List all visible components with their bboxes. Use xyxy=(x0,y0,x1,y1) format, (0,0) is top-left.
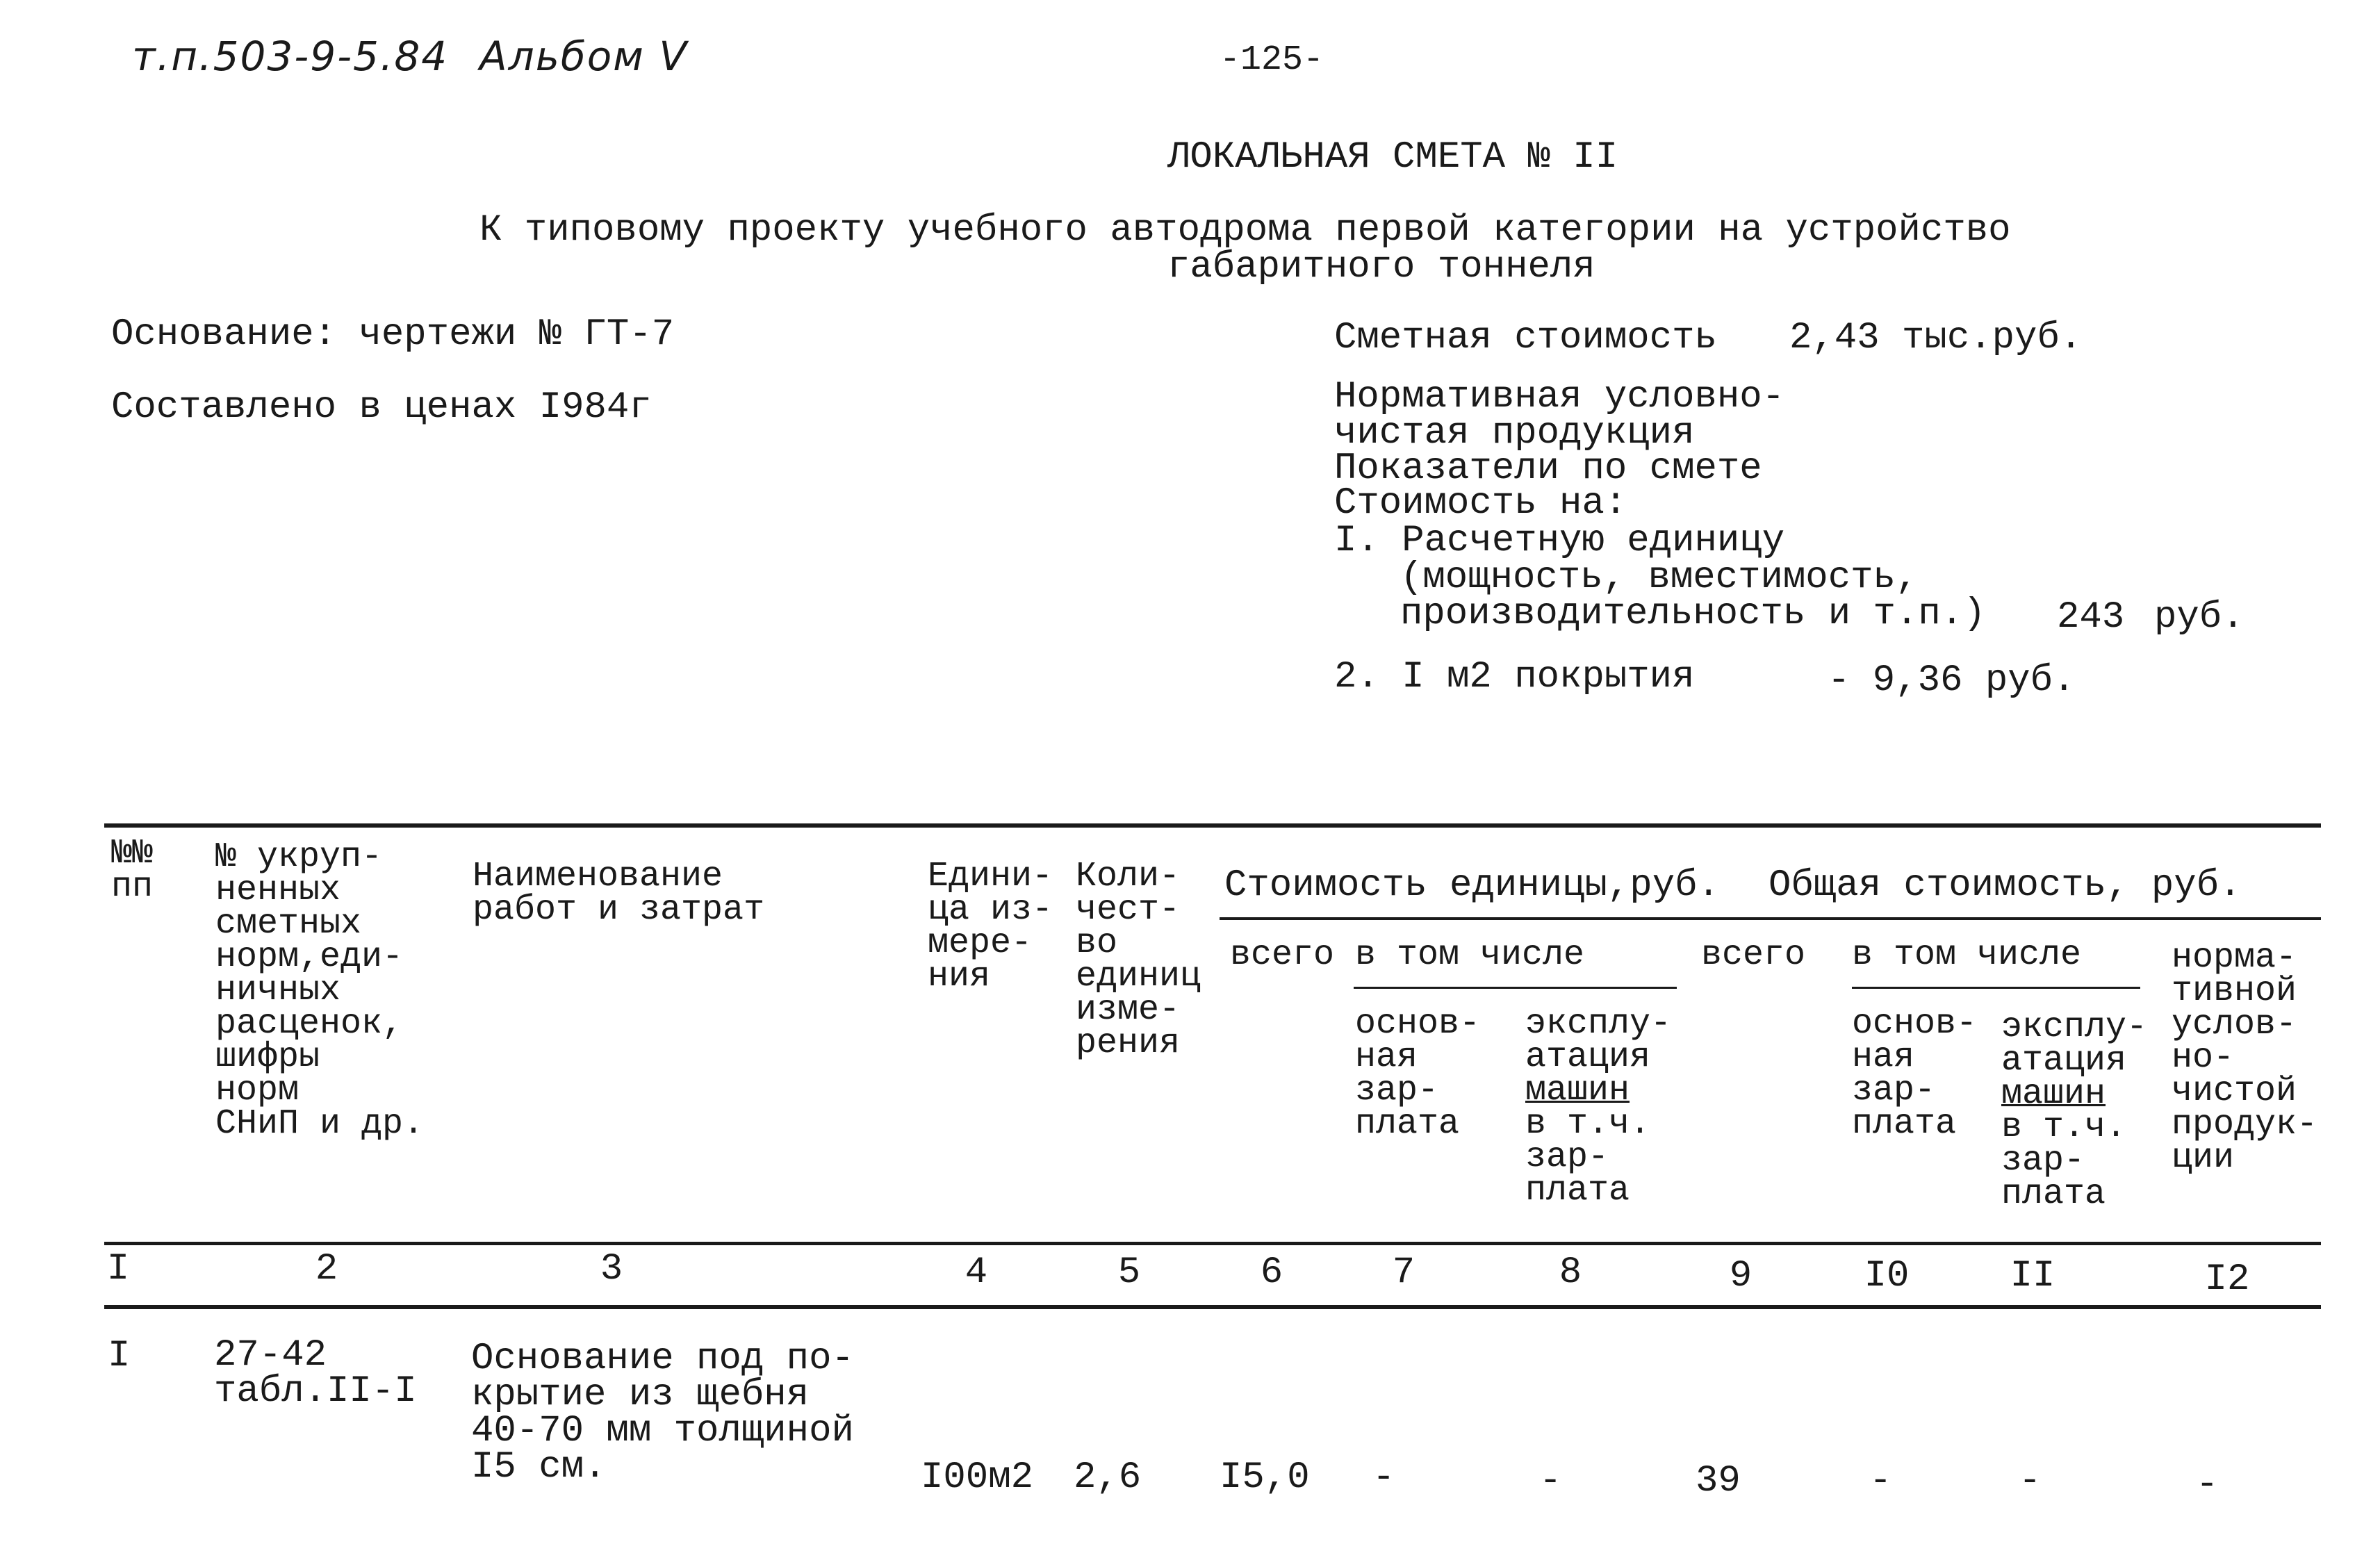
cost-group-rule xyxy=(1220,917,2321,920)
indicator-1-line-3: производительность и т.п.) xyxy=(1400,593,1986,635)
cost-on-label: Стоимость на: xyxy=(1334,482,1627,525)
row-unit: I00м2 xyxy=(921,1456,1034,1499)
row-quantity: 2,6 xyxy=(1074,1456,1142,1499)
indicator-1-unit: руб. xyxy=(2154,596,2244,639)
unit-machine-op-underlined: машин xyxy=(1525,1071,1630,1110)
column-number-8: 8 xyxy=(1559,1251,1582,1294)
indicator-2-value: - 9,36 руб. xyxy=(1828,659,2076,702)
column-number-12: I2 xyxy=(2204,1258,2250,1301)
row-normative-net: - xyxy=(2196,1463,2219,1506)
column-number-1: I xyxy=(106,1248,130,1290)
column-number-6: 6 xyxy=(1260,1251,1283,1294)
estimated-cost-value: 2,43 тыс.руб. xyxy=(1789,317,2083,359)
estimated-cost-label: Сметная стоимость xyxy=(1334,317,1717,359)
row-unit-wage: - xyxy=(1372,1456,1395,1499)
column-number-5: 5 xyxy=(1117,1251,1141,1294)
row-total: 39 xyxy=(1696,1460,1741,1502)
indicator-2-label: 2. I м2 покрытия xyxy=(1334,656,1695,698)
column-header-work-name: Наименование работ и затрат xyxy=(473,857,765,930)
estimate-subtitle-line-1: К типовому проекту учебного автодрома первой категории на устройство xyxy=(479,209,2011,252)
total-basic-wage-header: основ- ная зар- плата xyxy=(1852,1004,1978,1144)
row-total-machine: - xyxy=(2019,1460,2042,1502)
document-code: т.п.503-9-5.84 xyxy=(132,33,449,80)
column-number-10: I0 xyxy=(1864,1255,1910,1297)
page-number: -125- xyxy=(1220,40,1324,80)
basis-line: Основание: чертежи № ГТ-7 xyxy=(111,313,675,356)
row-work-name: Основание под по- крытие из щебня 40-70 мм толщиной I5 см. xyxy=(471,1338,854,1488)
column-number-3: 3 xyxy=(600,1248,623,1290)
column-number-7: 7 xyxy=(1392,1251,1415,1294)
total-machine-wage-header: в т.ч. зар- плата xyxy=(2001,1108,2127,1214)
album-label: Альбом V xyxy=(479,33,689,80)
unit-total-header: всего xyxy=(1230,935,1335,975)
indicator-1-line-1: I. Расчетную единицу xyxy=(1334,520,1785,562)
row-unit-machine: - xyxy=(1539,1460,1562,1502)
column-number-2: 2 xyxy=(315,1248,338,1290)
column-header-unit: Едини- ца из- мере- ния xyxy=(928,857,1053,996)
row-item-number: I xyxy=(108,1335,131,1377)
row-unit-total: I5,0 xyxy=(1220,1456,1310,1499)
normative-label-1: Нормативная условно- xyxy=(1334,376,1785,418)
total-incl-header: в том числе xyxy=(1852,935,2082,975)
unit-cost-group-header: Стоимость единицы,руб. xyxy=(1224,864,1720,907)
column-header-quantity: Коли- чест- во единиц изме- рения xyxy=(1076,857,1201,1063)
unit-machine-op-header: эксплу- атация xyxy=(1525,1004,1672,1077)
unit-incl-header: в том числе xyxy=(1355,935,1585,975)
column-header-item-no: №№ пп xyxy=(111,834,154,907)
row-total-wage: - xyxy=(1869,1460,1892,1502)
estimate-title: ЛОКАЛЬНАЯ СМЕТА № II xyxy=(1167,136,1618,179)
total-machine-op-header: эксплу- атация xyxy=(2001,1008,2148,1081)
prices-line: Составлено в ценах I984г xyxy=(111,386,652,429)
unit-incl-rule xyxy=(1354,987,1677,989)
row-norm-code: 27-42 табл.II-I xyxy=(214,1334,417,1413)
unit-basic-wage-header: основ- ная зар- плата xyxy=(1355,1004,1481,1144)
column-header-norm-code: № укруп- ненных сметных норм,еди- ничных расценок, шифры норм СНиП и др. xyxy=(215,837,425,1144)
normative-net-header: норма- тивной услов- но- чистой продук- ции xyxy=(2172,938,2318,1178)
total-incl-rule xyxy=(1852,987,2140,989)
indicators-label: Показатели по смете xyxy=(1334,448,1762,490)
indicator-1-line-2: (мощность, вместимость, xyxy=(1400,557,1919,599)
column-number-11: II xyxy=(2010,1255,2055,1297)
total-sum-header: всего xyxy=(1701,935,1806,975)
column-number-4: 4 xyxy=(965,1251,988,1294)
table-top-rule xyxy=(104,823,2321,828)
total-cost-group-header: Общая стоимость, руб. xyxy=(1768,864,2242,907)
header-bottom-rule xyxy=(104,1242,2321,1245)
estimate-subtitle-line-2: габаритного тоннеля xyxy=(1167,246,1595,288)
normative-label-2: чистая продукция xyxy=(1334,412,1695,454)
total-machine-op-underlined: машин xyxy=(2001,1074,2106,1114)
column-number-9: 9 xyxy=(1729,1255,1753,1297)
indicator-1-value: 243 xyxy=(2057,596,2125,639)
column-numbers-rule xyxy=(104,1305,2321,1309)
unit-machine-wage-header: в т.ч. зар- плата xyxy=(1525,1104,1651,1210)
